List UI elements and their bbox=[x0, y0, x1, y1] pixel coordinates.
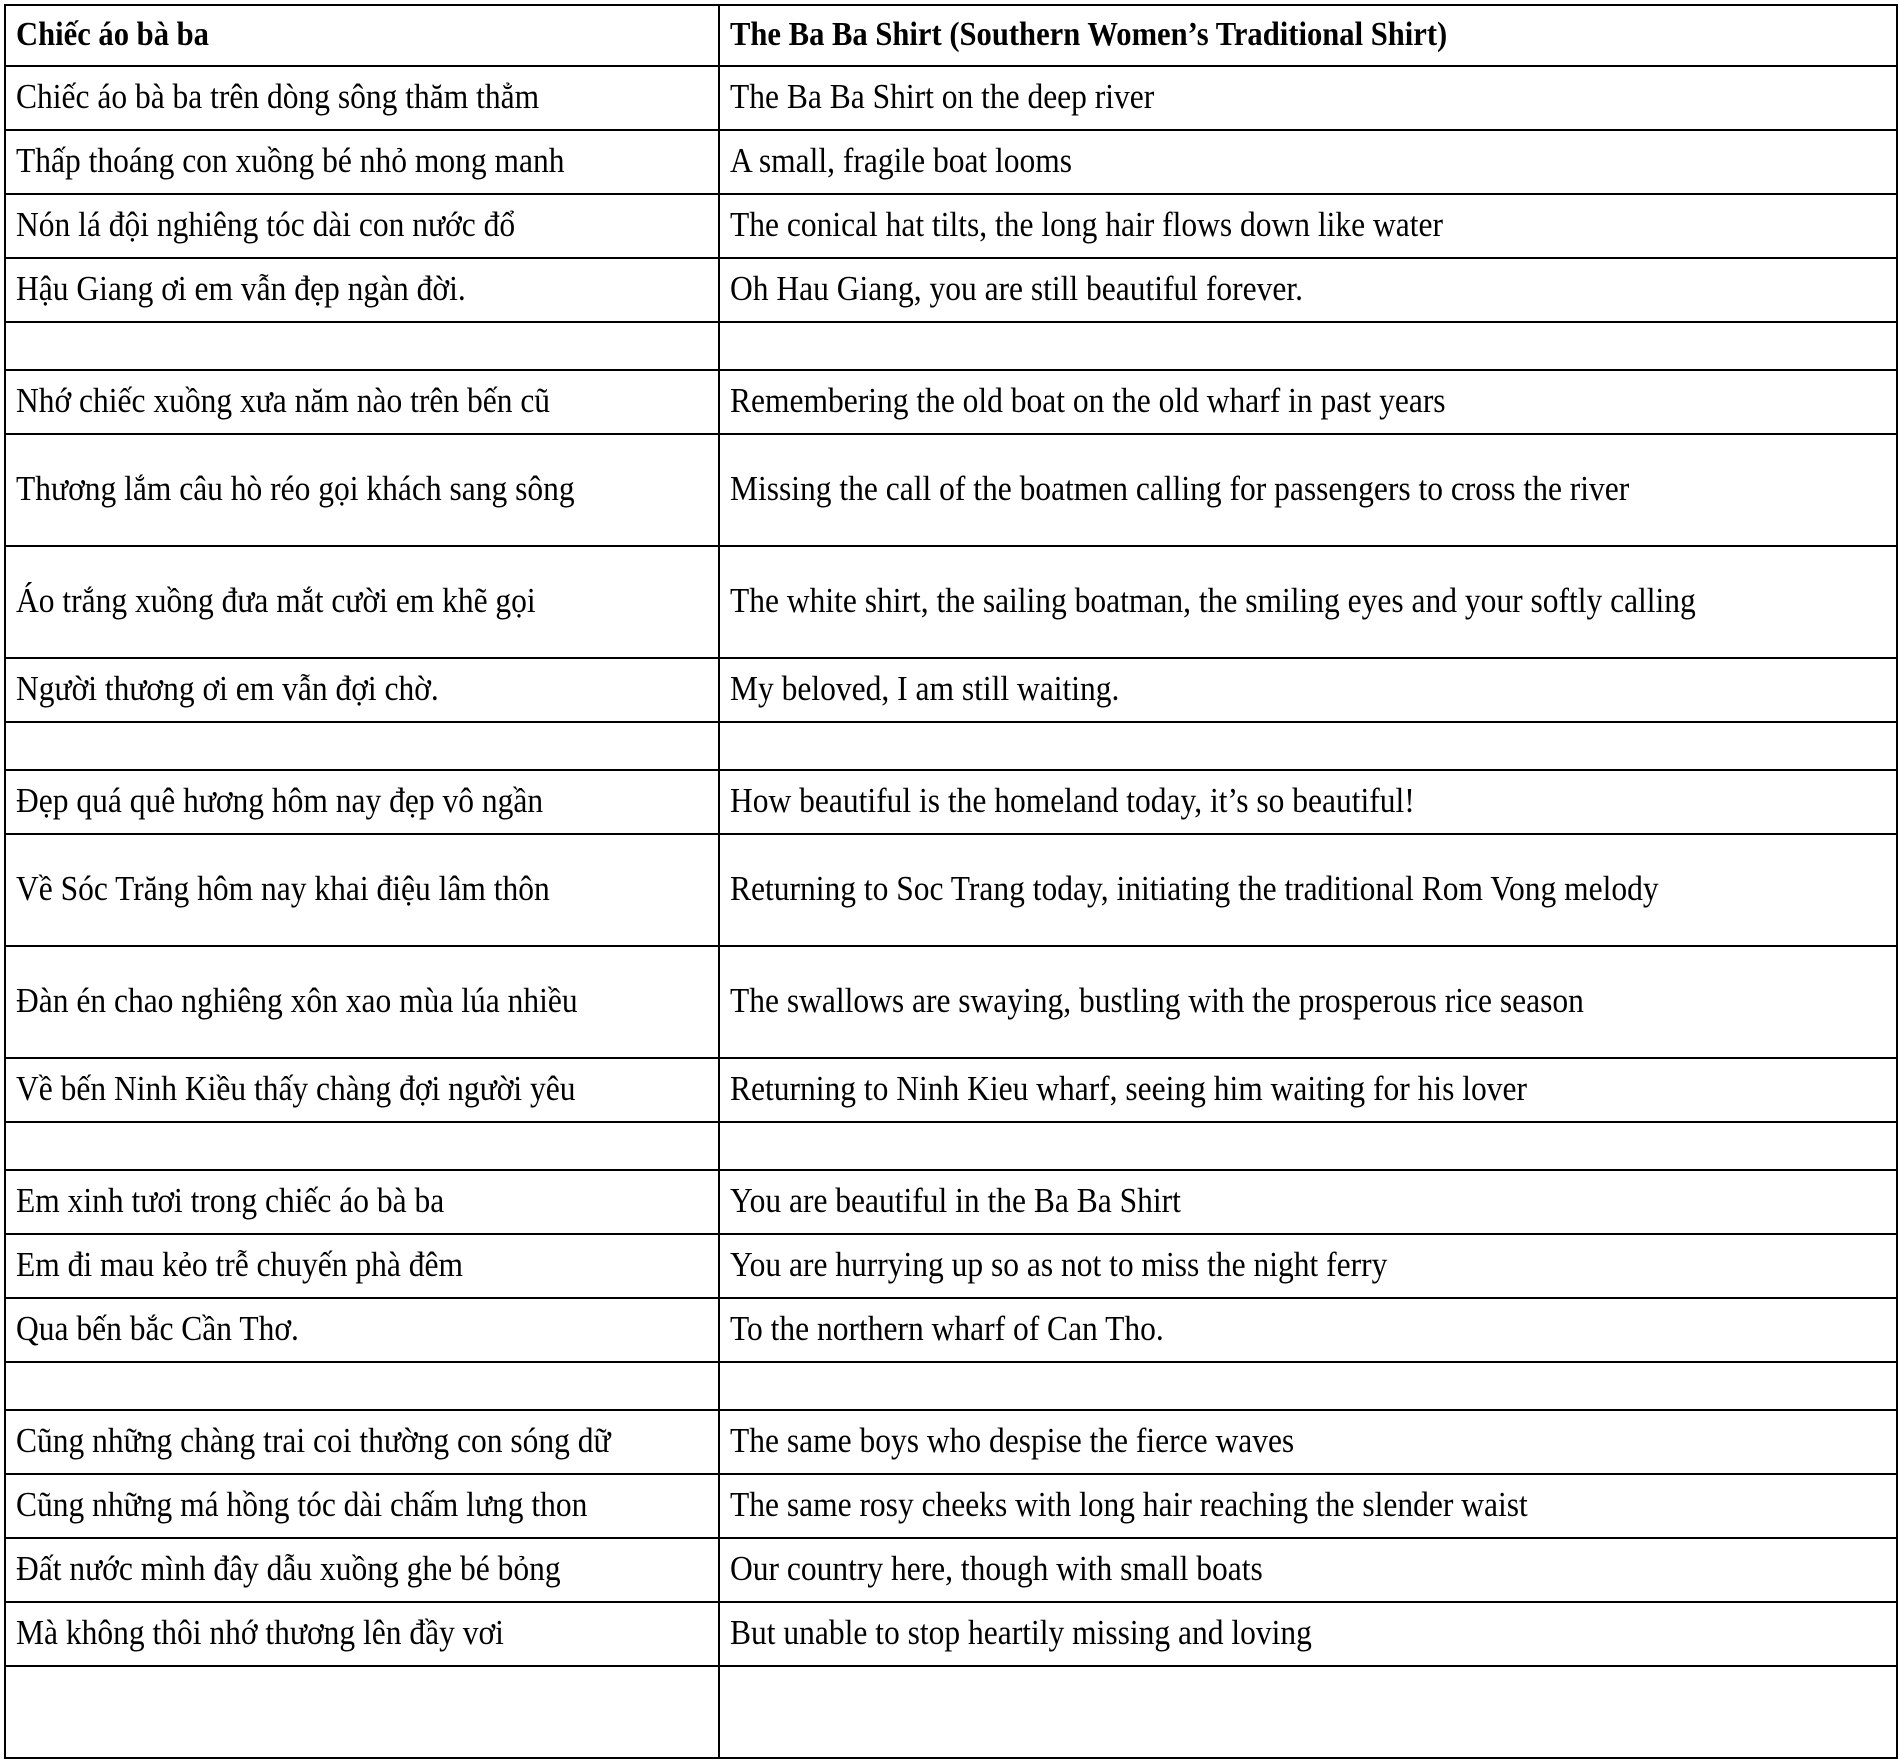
cell-text: Về Sóc Trăng hôm nay khai điệu lâm thôn bbox=[16, 869, 550, 909]
lyric-cell-english bbox=[719, 658, 1897, 722]
table-row bbox=[5, 546, 1897, 658]
cell-text: The swallows are swaying, bustling with the prosperous rice season bbox=[730, 981, 1584, 1021]
cell-text: Hậu Giang ơi em vẫn đẹp ngàn đời. bbox=[16, 269, 466, 309]
cell-text: Đẹp quá quê hương hôm nay đẹp vô ngần bbox=[16, 781, 544, 821]
cell-text: But unable to stop heartily missing and loving bbox=[730, 1613, 1312, 1653]
lyric-cell-english bbox=[719, 1298, 1897, 1362]
lyric-cell-english bbox=[719, 130, 1897, 194]
lyric-cell-vietnamese bbox=[5, 1666, 719, 1758]
lyric-cell-vietnamese bbox=[5, 658, 719, 722]
lyric-cell-vietnamese bbox=[5, 1410, 719, 1474]
cell-text: Thương lắm câu hò réo gọi khách sang sông bbox=[16, 469, 575, 509]
table-row bbox=[5, 1170, 1897, 1234]
lyric-cell-english bbox=[719, 258, 1897, 322]
lyric-cell-vietnamese bbox=[5, 1058, 719, 1122]
cell-text bbox=[16, 1711, 707, 1712]
lyric-cell-english bbox=[719, 1362, 1897, 1410]
table-spacer-row bbox=[5, 1122, 1897, 1170]
cell-text: Đất nước mình đây dẫu xuồng ghe bé bỏng bbox=[16, 1549, 561, 1589]
lyric-cell-english bbox=[719, 1122, 1897, 1170]
cell-text: Remembering the old boat on the old wharf in past years bbox=[730, 381, 1446, 421]
lyric-cell-english bbox=[719, 1058, 1897, 1122]
lyric-cell-english bbox=[719, 1602, 1897, 1666]
lyric-cell-english bbox=[719, 834, 1897, 946]
cell-text bbox=[720, 346, 1895, 347]
cell-text: The Ba Ba Shirt (Southern Women’s Traditional Shirt) bbox=[730, 16, 1448, 53]
table-row bbox=[5, 658, 1897, 722]
column-header-english bbox=[719, 5, 1897, 66]
lyric-cell-english bbox=[719, 546, 1897, 658]
cell-text bbox=[6, 1386, 717, 1387]
table-row bbox=[5, 370, 1897, 434]
table-row bbox=[5, 1474, 1897, 1538]
cell-text: Oh Hau Giang, you are still beautiful forever. bbox=[730, 269, 1303, 309]
cell-text: The conical hat tilts, the long hair flows down like water bbox=[730, 205, 1443, 245]
lyric-cell-vietnamese bbox=[5, 722, 719, 770]
cell-text: Về bến Ninh Kiều thấy chàng đợi người yêu bbox=[16, 1069, 576, 1109]
lyric-cell-english bbox=[719, 946, 1897, 1058]
table-row bbox=[5, 1298, 1897, 1362]
cell-text: Our country here, though with small boats bbox=[730, 1549, 1263, 1589]
cell-text: Em đi mau kẻo trễ chuyến phà đêm bbox=[16, 1245, 463, 1285]
lyric-cell-vietnamese bbox=[5, 1538, 719, 1602]
table-spacer-row bbox=[5, 1666, 1897, 1758]
table-row bbox=[5, 946, 1897, 1058]
cell-text: Thấp thoáng con xuồng bé nhỏ mong manh bbox=[16, 141, 565, 181]
lyric-cell-english bbox=[719, 322, 1897, 370]
cell-text: The same boys who despise the fierce waves bbox=[730, 1421, 1295, 1461]
cell-text: Returning to Soc Trang today, initiating the traditional Rom Vong melody bbox=[730, 869, 1659, 909]
cell-text: Em xinh tươi trong chiếc áo bà ba bbox=[16, 1181, 445, 1221]
lyric-cell-vietnamese bbox=[5, 834, 719, 946]
lyric-cell-vietnamese bbox=[5, 946, 719, 1058]
cell-text: A small, fragile boat looms bbox=[730, 141, 1073, 181]
table-row bbox=[5, 1234, 1897, 1298]
cell-text: Nón lá đội nghiêng tóc dài con nước đổ bbox=[16, 205, 516, 245]
table-row bbox=[5, 194, 1897, 258]
lyric-cell-vietnamese bbox=[5, 322, 719, 370]
cell-text bbox=[720, 1146, 1895, 1147]
table-row bbox=[5, 130, 1897, 194]
cell-text: How beautiful is the homeland today, it’s so beautiful! bbox=[730, 781, 1415, 821]
lyric-cell-english bbox=[719, 1538, 1897, 1602]
cell-text: The Ba Ba Shirt on the deep river bbox=[730, 77, 1155, 117]
lyric-cell-english bbox=[719, 434, 1897, 546]
lyric-cell-vietnamese bbox=[5, 1234, 719, 1298]
table-row bbox=[5, 770, 1897, 834]
lyric-cell-vietnamese bbox=[5, 1602, 719, 1666]
cell-text: Đàn én chao nghiêng xôn xao mùa lúa nhiều bbox=[16, 981, 578, 1021]
lyric-cell-english bbox=[719, 1170, 1897, 1234]
lyric-cell-vietnamese bbox=[5, 66, 719, 130]
cell-text: Missing the call of the boatmen calling for passengers to cross the river bbox=[730, 469, 1630, 509]
cell-text: The same rosy cheeks with long hair reaching the slender waist bbox=[730, 1485, 1528, 1525]
lyric-cell-vietnamese bbox=[5, 370, 719, 434]
cell-text bbox=[6, 1146, 717, 1147]
lyric-cell-english bbox=[719, 722, 1897, 770]
lyric-cell-vietnamese bbox=[5, 1362, 719, 1410]
cell-text bbox=[730, 1711, 1885, 1712]
lyric-cell-english bbox=[719, 370, 1897, 434]
cell-text: My beloved, I am still waiting. bbox=[730, 669, 1120, 709]
cell-text: Áo trắng xuồng đưa mắt cười em khẽ gọi bbox=[16, 581, 536, 621]
table-spacer-row bbox=[5, 1362, 1897, 1410]
cell-text: Cũng những má hồng tóc dài chấm lưng thon bbox=[16, 1485, 588, 1525]
cell-text: Mà không thôi nhớ thương lên đầy vơi bbox=[16, 1613, 504, 1653]
cell-text: Returning to Ninh Kieu wharf, seeing him waiting for his lover bbox=[730, 1069, 1527, 1109]
cell-text: To the northern wharf of Can Tho. bbox=[730, 1309, 1164, 1349]
lyric-cell-english bbox=[719, 1234, 1897, 1298]
lyric-cell-english bbox=[719, 1666, 1897, 1758]
cell-text: The white shirt, the sailing boatman, the smiling eyes and your softly calling bbox=[730, 581, 1696, 621]
cell-text bbox=[720, 1386, 1895, 1387]
cell-text: Nhớ chiếc xuồng xưa năm nào trên bến cũ bbox=[16, 381, 551, 421]
table-spacer-row bbox=[5, 322, 1897, 370]
table-row bbox=[5, 1058, 1897, 1122]
table-row bbox=[5, 834, 1897, 946]
column-header-vietnamese bbox=[5, 5, 719, 66]
lyric-cell-vietnamese bbox=[5, 770, 719, 834]
cell-text: You are beautiful in the Ba Ba Shirt bbox=[730, 1181, 1181, 1221]
document-page bbox=[0, 4, 1900, 1653]
lyric-cell-vietnamese bbox=[5, 130, 719, 194]
table-spacer-row bbox=[5, 722, 1897, 770]
cell-text: Cũng những chàng trai coi thường con sóng dữ bbox=[16, 1421, 611, 1461]
lyric-cell-vietnamese bbox=[5, 1122, 719, 1170]
bilingual-lyrics-table bbox=[4, 4, 1898, 1759]
table-row bbox=[5, 434, 1897, 546]
lyric-cell-vietnamese bbox=[5, 546, 719, 658]
lyric-cell-vietnamese bbox=[5, 1474, 719, 1538]
lyric-cell-english bbox=[719, 770, 1897, 834]
cell-text: Chiếc áo bà ba bbox=[16, 16, 209, 53]
cell-text bbox=[6, 346, 717, 347]
lyric-cell-vietnamese bbox=[5, 434, 719, 546]
table-header-row bbox=[5, 5, 1897, 66]
lyric-cell-english bbox=[719, 194, 1897, 258]
cell-text: Qua bến bắc Cần Thơ. bbox=[16, 1309, 299, 1349]
table-row bbox=[5, 1538, 1897, 1602]
table-body bbox=[5, 5, 1897, 1758]
lyric-cell-vietnamese bbox=[5, 258, 719, 322]
lyric-cell-english bbox=[719, 1474, 1897, 1538]
lyric-cell-vietnamese bbox=[5, 1298, 719, 1362]
cell-text bbox=[6, 746, 717, 747]
cell-text: Chiếc áo bà ba trên dòng sông thăm thẳm bbox=[16, 77, 540, 117]
cell-text bbox=[720, 746, 1895, 747]
lyric-cell-vietnamese bbox=[5, 1170, 719, 1234]
table-row bbox=[5, 1410, 1897, 1474]
lyric-cell-english bbox=[719, 66, 1897, 130]
table-row bbox=[5, 1602, 1897, 1666]
cell-text: Người thương ơi em vẫn đợi chờ. bbox=[16, 669, 439, 709]
table-row bbox=[5, 66, 1897, 130]
lyric-cell-english bbox=[719, 1410, 1897, 1474]
table-row bbox=[5, 258, 1897, 322]
cell-text: You are hurrying up so as not to miss the night ferry bbox=[730, 1245, 1388, 1285]
lyric-cell-vietnamese bbox=[5, 194, 719, 258]
